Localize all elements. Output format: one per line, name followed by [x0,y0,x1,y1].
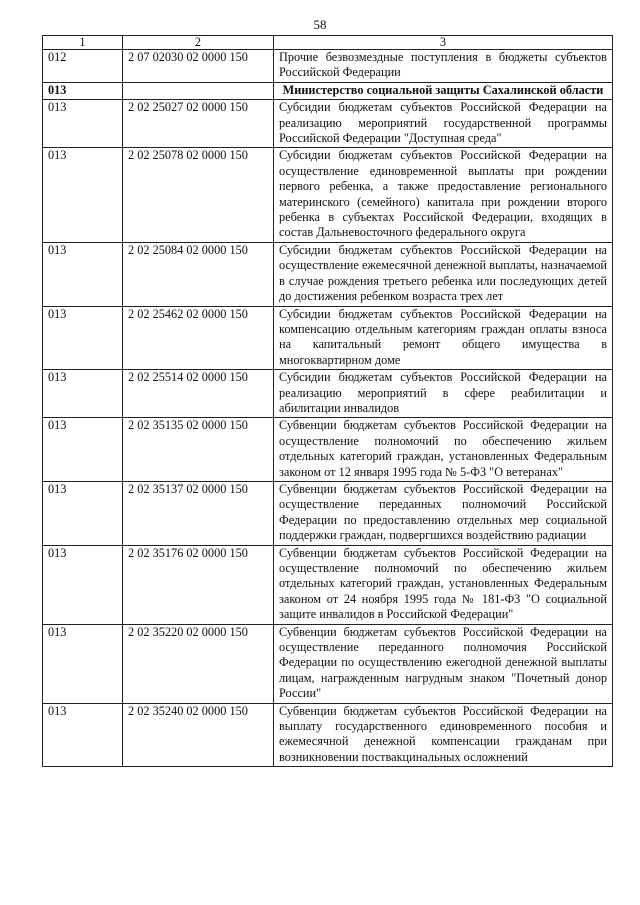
admin-code-cell: 013 [43,545,123,624]
table-row [43,418,613,482]
table-row [43,370,613,418]
description-cell: Субвенции бюджетам субъектов Российской Федерации на осуществление переданных полномочий Российской Федерации по предоставлению отдельных мер социальной поддержки граждан, подвергшихся воздействию радиации [274,481,613,545]
admin-code-cell: 013 [43,306,123,370]
table-row [43,50,613,83]
table-header-row [43,36,613,50]
table-row [43,624,613,703]
description-cell: Субсидии бюджетам субъектов Российской Федерации на реализацию мероприятий в сфере реабилитации и абилитации инвалидов [274,370,613,418]
budget-code-cell: 2 02 35176 02 0000 150 [123,545,274,624]
column-header: 2 [123,36,274,50]
admin-code-cell: 013 [43,418,123,482]
description-cell: Прочие безвозмездные поступления в бюджеты субъектов Российской Федерации [274,50,613,83]
budget-code-cell: 2 02 35137 02 0000 150 [123,481,274,545]
description-cell: Субсидии бюджетам субъектов Российской Федерации на реализацию мероприятий государственной программы Российской Федерации "Доступная среда" [274,100,613,148]
admin-code-cell: 013 [43,370,123,418]
budget-code-cell: 2 02 35135 02 0000 150 [123,418,274,482]
table-row [43,148,613,242]
description-cell: Субсидии бюджетам субъектов Российской Федерации на компенсацию отдельным категориям граждан оплаты взноса на капитальный ремонт общего имущества в многоквартирном доме [274,306,613,370]
budget-code-cell: 2 02 25462 02 0000 150 [123,306,274,370]
description-cell: Субвенции бюджетам субъектов Российской Федерации на осуществление переданного полномочия Российской Федерации по осуществлению ежегодной денежной выплаты лицам, награжденным нагрудным знаком "Почетный донор России" [274,624,613,703]
budget-code-cell: 2 02 35240 02 0000 150 [123,703,274,767]
budget-code-cell: 2 02 25084 02 0000 150 [123,242,274,306]
admin-code-cell: 013 [43,481,123,545]
page-number: 58 [313,17,327,32]
description-cell: Субвенции бюджетам субъектов Российской Федерации на осуществление полномочий по обеспечению жильем отдельных категорий граждан, установленных Федеральным законом от 24 ноября 1995 года № 181-ФЗ "О социальной защите инвалидов в Российской Федерации" [274,545,613,624]
budget-code-cell: 2 02 35220 02 0000 150 [123,624,274,703]
budget-code-cell: 2 02 25078 02 0000 150 [123,148,274,242]
table-row [43,306,613,370]
table-row [43,703,613,767]
table-row [43,242,613,306]
admin-code-cell: 012 [43,50,123,83]
description-cell: Субсидии бюджетам субъектов Российской Федерации на осуществление единовременной выплаты при рождении первого ребенка, а также предоставление регионального материнского (семейного) капитала при рождении второго ребенка в субъектах Российской Федерации, входящих в состав Дальневосточного федерального округа [274,148,613,242]
admin-code-cell: 013 [43,703,123,767]
admin-code-cell: 013 [43,82,123,99]
admin-code-cell: 013 [43,242,123,306]
budget-code-cell: 2 02 25514 02 0000 150 [123,370,274,418]
budget-code-cell [123,82,274,99]
column-header: 3 [274,36,613,50]
description-cell: Субвенции бюджетам субъектов Российской Федерации на осуществление полномочий по обеспечению жильем отдельных категорий граждан, установленных Федеральным законом от 12 января 1995 года № 5-ФЗ "О ветеранах" [274,418,613,482]
description-cell: Субсидии бюджетам субъектов Российской Федерации на осуществление ежемесячной денежной выплаты, назначаемой в случае рождения третьего ребенка или последующих детей до достижения ребенком возраста трех лет [274,242,613,306]
admin-code-cell: 013 [43,624,123,703]
table-row [43,481,613,545]
ministry-heading-row [43,82,613,99]
admin-code-cell: 013 [43,148,123,242]
description-cell: Субвенции бюджетам субъектов Российской Федерации на выплату государственного единовременного пособия и ежемесячной денежной компенсации гражданам при возникновении поствакцинальных осложнений [274,703,613,767]
budget-code-cell: 2 07 02030 02 0000 150 [123,50,274,83]
revenue-codes-table [42,35,613,767]
table-row [43,545,613,624]
ministry-name-cell: Министерство социальной защиты Сахалинской области [274,82,613,99]
admin-code-cell: 013 [43,100,123,148]
table-row [43,100,613,148]
column-header: 1 [43,36,123,50]
budget-code-cell: 2 02 25027 02 0000 150 [123,100,274,148]
